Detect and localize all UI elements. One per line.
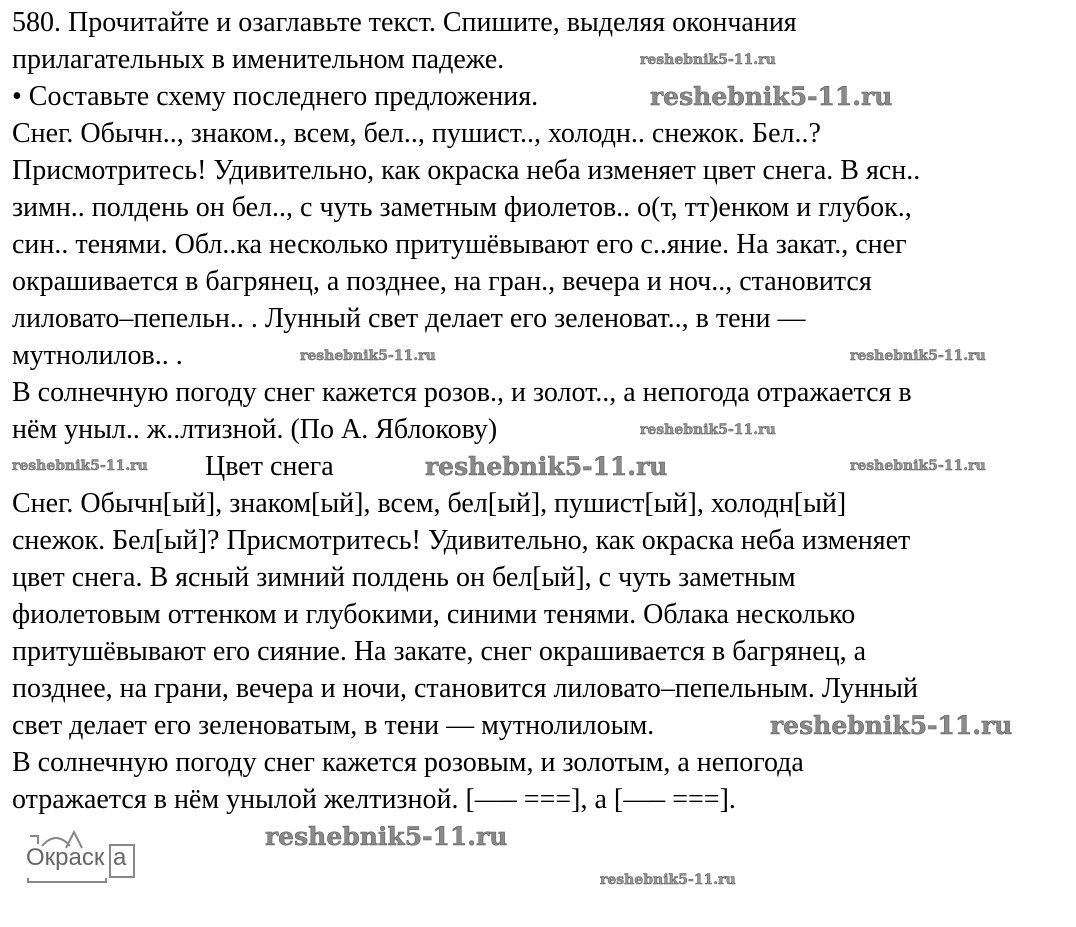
- watermark: reshebnik5-11.ru: [850, 458, 986, 474]
- answer-line: позднее, на грани, вечера и ночи, становится лиловато–пепельным. Лунный: [12, 673, 918, 704]
- morpheme-stem: Окраск: [26, 844, 105, 871]
- exercise-line: Снег. Обычн.., знаком., всем, бел.., пушист.., холодн.. снежок. Бел..?: [12, 118, 821, 149]
- exercise-line: лиловато–пепельн.. . Лунный свет делает его зеленоват.., в тени —: [12, 303, 806, 334]
- exercise-line: мутнолилов.. .: [12, 340, 183, 371]
- exercise-line: Присмотритесь! Удивительно, как окраска неба изменяет цвет снега. В ясн..: [12, 155, 921, 186]
- watermark: reshebnik5-11.ru: [265, 822, 508, 851]
- exercise-line: син.. тенями. Обл..ка несколько притушёвывают его с..яние. На закат., снег: [12, 229, 907, 260]
- watermark: reshebnik5-11.ru: [12, 458, 148, 474]
- answer-line: притушёвывают его сияние. На закате, снег окрашивается в багрянец, а: [12, 636, 867, 667]
- watermark: reshebnik5-11.ru: [300, 348, 436, 364]
- exercise-line: В солнечную погоду снег кажется розов., и золот.., а непогода отражается в: [12, 377, 912, 408]
- task-line: прилагательных в именительном падеже.: [12, 44, 505, 75]
- watermark: reshebnik5-11.ru: [650, 82, 893, 111]
- answer-line: цвет снега. В ясный зимний полдень он бел[ый], с чуть заметным: [12, 562, 796, 593]
- morpheme-diagram: [24, 830, 139, 890]
- answer-title: Цвет снега: [205, 451, 334, 482]
- exercise-line: нём уныл.. ж..лтизной. (По А. Яблокову): [12, 414, 498, 445]
- task-line: 580. Прочитайте и озаглавьте текст. Спишите, выделяя окончания: [12, 7, 797, 38]
- exercise-line: окрашивается в багрянец, а позднее, на гран., вечера и ноч.., становится: [12, 266, 872, 297]
- answer-line: фиолетовым оттенком и глубокими, синими тенями. Облака несколько: [12, 599, 856, 630]
- task-line: • Составьте схему последнего предложения.: [12, 81, 539, 112]
- watermark: reshebnik5-11.ru: [640, 422, 776, 438]
- watermark: reshebnik5-11.ru: [600, 872, 736, 888]
- watermark: reshebnik5-11.ru: [640, 52, 776, 68]
- answer-line: снежок. Бел[ый]? Присмотритесь! Удивительно, как окраска неба изменяет: [12, 525, 911, 556]
- watermark: reshebnik5-11.ru: [770, 711, 1013, 740]
- answer-line: Снег. Обычн[ый], знаком[ый], всем, бел[ый], пушист[ый], холодн[ый]: [12, 488, 847, 519]
- answer-line: отражается в нём унылой желтизной. [—– ===], а [—– ===].: [12, 784, 736, 815]
- watermark: reshebnik5-11.ru: [425, 452, 668, 481]
- morpheme-ending: а: [113, 844, 127, 871]
- answer-line: свет делает его зеленоватым, в тени — мутнолилоым.: [12, 710, 655, 741]
- answer-line: В солнечную погоду снег кажется розовым, и золотым, а непогода: [12, 747, 804, 778]
- watermark: reshebnik5-11.ru: [850, 348, 986, 364]
- exercise-line: зимн.. полдень он бел.., с чуть заметным фиолетов.. о(т, тт)енком и глубок.,: [12, 192, 912, 223]
